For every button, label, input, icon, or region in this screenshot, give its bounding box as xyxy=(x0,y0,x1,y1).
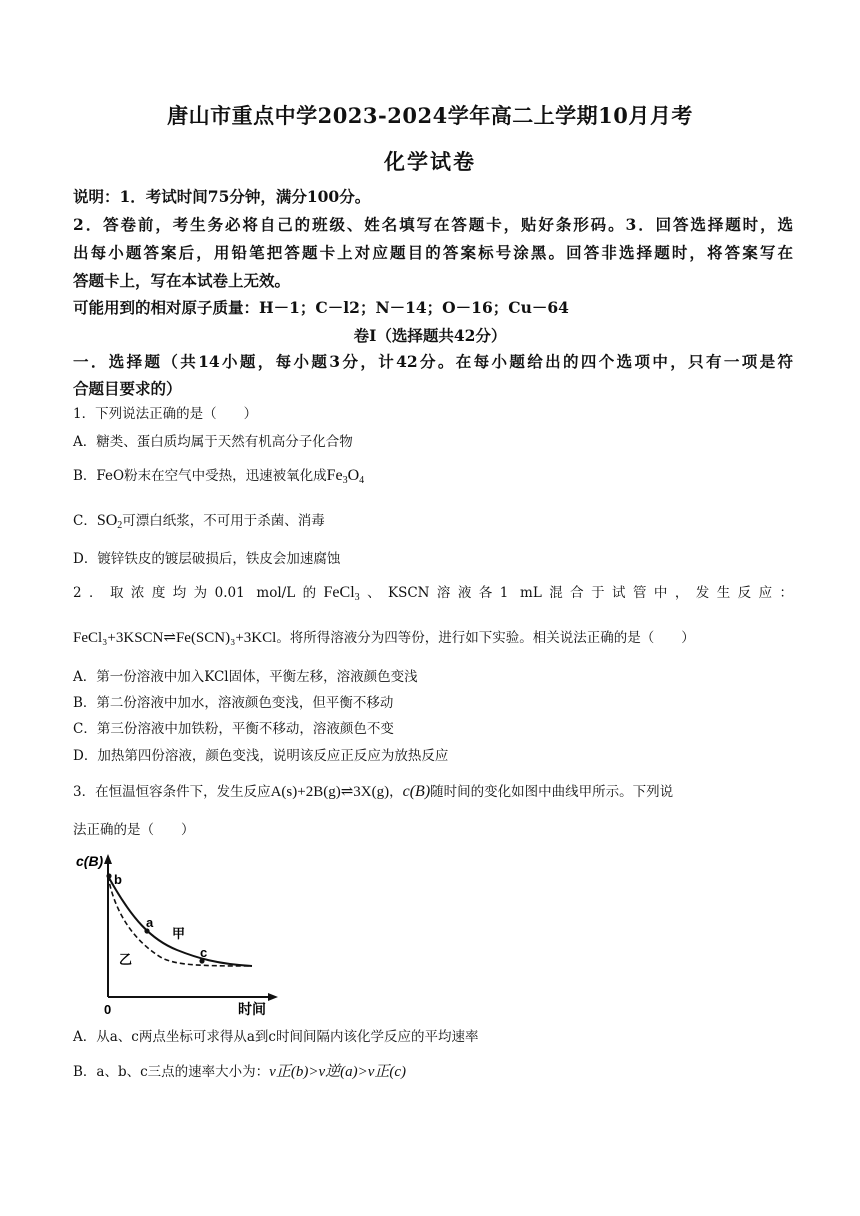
q2-stem-line2: FeCl₃+3KSCN⇌Fe(SCN)₃+3KCl。将所得溶液分为四等份，进行如下实验。相关说法正确的是（ ） xyxy=(73,630,695,646)
section-instructions-2: 合题目要求的） xyxy=(73,379,182,398)
notes-line-3: 出每小题答案后，用铅笔把答题卡上对应题目的答案标号涂黑。回答非选择题时，将答案写在 xyxy=(73,243,793,262)
q2-equation: FeCl₃+3KSCN⇌Fe(SCN)₃+3KCl xyxy=(73,630,277,646)
q1-option-d: D．镀锌铁皮的镀层破损后，铁皮会加速腐蚀 xyxy=(73,551,341,567)
notes-line-2: 2．答卷前，考生务必将自己的班级、姓名填写在答题卡，贴好条形码。3．回答选择题时，选 xyxy=(73,215,793,234)
series-label-jia: 甲 xyxy=(172,926,186,941)
section-instructions-1: 一．选择题（共14小题，每小题3分，计42分。在每小题给出的四个选项中，只有一项是符 xyxy=(73,352,793,371)
point-b xyxy=(106,873,111,878)
q3-option-a: A．从a、c两点坐标可求得从a到c时间间隔内该化学反应的平均速率 xyxy=(73,1029,479,1045)
q2-option-d: D．加热第四份溶液，颜色变浅，说明该反应正反应为放热反应 xyxy=(73,748,449,764)
q1-option-c-formula: $SO_2$ xyxy=(96,512,123,531)
y-axis-arrow xyxy=(104,854,112,864)
exam-subtitle: 化学试卷 xyxy=(384,149,476,174)
point-label-c: c xyxy=(200,945,208,960)
q1-option-c: C．$SO_2$可漂白纸浆，不可用于杀菌、消毒 xyxy=(73,512,325,531)
series-label-yi: 乙 xyxy=(119,952,133,967)
atomic-masses: 可能用到的相对原子质量：H－1；C－l2；N－14；O－16；Cu－64 xyxy=(73,298,569,317)
x-axis-arrow xyxy=(268,993,278,1001)
q1-option-b-formula: $Fe_3O_4$ xyxy=(326,467,365,486)
q3-rate-expression: v正(b)>v逆(a)>v正(c) xyxy=(269,1064,407,1080)
q3-stem-line1: 3．在恒温恒容条件下，发生反应A(s)+2B(g)⇌3X(g)，c(B)随时间的变化如图中曲线甲所示。下列说 xyxy=(73,783,674,800)
section-title: 卷Ⅰ（选择题共42分） xyxy=(353,326,507,345)
point-label-a: a xyxy=(146,915,154,930)
q2-fecl3: FeCl$_3$ xyxy=(323,584,360,603)
q1-option-b xyxy=(73,466,793,491)
q3-equation: A(s)+2B(g)⇌3X(g) xyxy=(270,784,390,800)
q1-option-b-text: B．FeO粉末在空气中受热，迅速被氧化成 xyxy=(73,468,327,484)
q1-option-a: A．糖类、蛋白质均属于天然有机高分子化合物 xyxy=(73,434,353,450)
q3-option-b: B．a、b、c三点的速率大小为：v正(b)>v逆(a)>v正(c) xyxy=(73,1064,407,1080)
q2-option-a: A．第一份溶液中加入KCl固体，平衡左移，溶液颜色变浅 xyxy=(73,669,418,685)
q2-stem-line1: 2．取浓度均为0.01 mol/L的FeCl$_3$、KSCN溶液各1 mL混合于试管中，发生反应： xyxy=(73,584,793,603)
point-label-b: b xyxy=(114,872,122,887)
q1-stem: 1．下列说法正确的是（ ） xyxy=(73,406,258,422)
exam-title: 唐山市重点中学2023-2024学年高二上学期10月月考 xyxy=(167,103,693,128)
concentration-time-chart xyxy=(76,850,292,1020)
q2-option-b: B．第二份溶液中加水，溶液颜色变浅，但平衡不移动 xyxy=(73,695,394,711)
q3-stem-line2: 法正确的是（ ） xyxy=(73,822,195,838)
q2-option-c: C．第三份溶液中加铁粉，平衡不移动，溶液颜色不变 xyxy=(73,721,394,737)
y-axis-label: c(B) xyxy=(76,853,104,869)
q3-cb: c(B) xyxy=(402,783,431,800)
x-axis-label: 时间 xyxy=(238,1001,266,1017)
notes-line-1: 说明：1．考试时间75分钟，满分100分。 xyxy=(73,187,371,206)
origin-label: 0 xyxy=(104,1002,112,1017)
notes-line-4: 答题卡上，写在本试卷上无效。 xyxy=(73,271,291,290)
